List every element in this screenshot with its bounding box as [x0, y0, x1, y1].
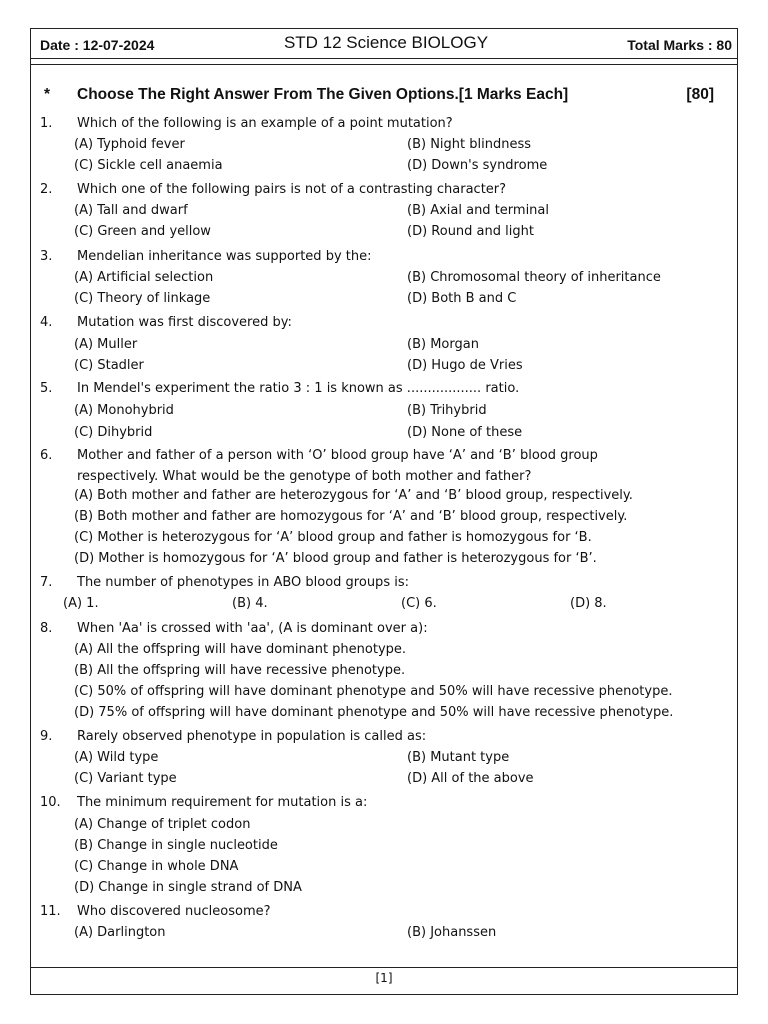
- header-divider-bottom: [30, 64, 738, 65]
- exam-date: Date : 12-07-2024: [40, 37, 155, 53]
- question-stem: Who discovered nucleosome?: [77, 904, 271, 919]
- option-a: (A) Change of triplet codon: [74, 817, 251, 832]
- option-b: (B) Night blindness: [407, 137, 532, 152]
- page-number: [1]: [375, 971, 393, 985]
- option-b: (B) Chromosomal theory of inheritance: [407, 270, 661, 285]
- option-d: (D) Down's syndrome: [407, 158, 548, 173]
- option-c: (C) Stadler: [74, 358, 144, 373]
- option-c: (C) 6.: [401, 596, 437, 611]
- option-b: (B) Morgan: [407, 337, 479, 352]
- option-a: (A) Typhoid fever: [74, 137, 185, 152]
- option-a: (A) 1.: [63, 596, 99, 611]
- option-c: (C) 50% of offspring will have dominant phenotype and 50% will have recessive phenotype.: [74, 684, 673, 699]
- option-c: (C) Theory of linkage: [74, 291, 211, 306]
- section-instruction: Choose The Right Answer From The Given Options.[1 Marks Each]: [77, 86, 569, 103]
- option-b: (B) 4.: [232, 596, 268, 611]
- option-a: (A) Both mother and father are heterozygous for ‘A’ and ‘B’ blood group, respectively.: [74, 488, 633, 503]
- header-divider-top: [30, 58, 738, 59]
- option-b: (B) Change in single nucleotide: [74, 838, 278, 853]
- section-marks: [80]: [686, 86, 714, 103]
- question-stem: Mutation was first discovered by:: [77, 315, 292, 330]
- option-d: (D) Round and light: [407, 224, 534, 239]
- option-d: (D) Hugo de Vries: [407, 358, 523, 373]
- option-d: (D) None of these: [407, 425, 523, 440]
- option-a: (A) Monohybrid: [74, 403, 174, 418]
- option-a: (A) Darlington: [74, 925, 166, 940]
- question-stem: The minimum requirement for mutation is a:: [77, 795, 368, 810]
- option-b: (B) All the offspring will have recessive phenotype.: [74, 663, 406, 678]
- question-stem: Mendelian inheritance was supported by the:: [77, 249, 372, 264]
- option-a: (A) All the offspring will have dominant phenotype.: [74, 642, 407, 657]
- question-number: 2.: [40, 182, 53, 197]
- section-heading: [44, 86, 714, 108]
- page-title: STD 12 Science BIOLOGY: [283, 33, 489, 52]
- option-a: (A) Wild type: [74, 750, 159, 765]
- option-b: (B) Trihybrid: [407, 403, 487, 418]
- option-c: (C) Green and yellow: [74, 224, 211, 239]
- question-number: 1.: [40, 116, 53, 131]
- question-6: [40, 445, 720, 487]
- option-b: (B) Both mother and father are homozygous for ‘A’ and ‘B’ blood group, respectively.: [74, 509, 628, 524]
- question-number: 9.: [40, 729, 53, 744]
- option-b: (B) Johanssen: [407, 925, 497, 940]
- footer-divider: [30, 967, 738, 968]
- option-d: (D) Mother is homozygous for ‘A’ blood group and father is heterozygous for ‘B’.: [74, 551, 597, 566]
- question-number: 5.: [40, 381, 53, 396]
- question-stem: In Mendel's experiment the ratio 3 : 1 is known as .................. ratio.: [77, 381, 520, 396]
- question-stem: The number of phenotypes in ABO blood groups is:: [77, 575, 409, 590]
- option-d: (D) Change in single strand of DNA: [74, 880, 302, 895]
- question-number: 3.: [40, 249, 53, 264]
- option-a: (A) Muller: [74, 337, 138, 352]
- question-number: 8.: [40, 621, 53, 636]
- question-stem: Rarely observed phenotype in population is called as:: [77, 729, 427, 744]
- option-d: (D) 8.: [570, 596, 607, 611]
- question-number: 6.: [40, 448, 53, 463]
- option-a: (A) Artificial selection: [74, 270, 214, 285]
- section-star: *: [44, 86, 51, 103]
- question-number: 7.: [40, 575, 53, 590]
- option-c: (C) Dihybrid: [74, 425, 153, 440]
- option-d: (D) 75% of offspring will have dominant phenotype and 50% will have recessive phenotype.: [74, 705, 674, 720]
- option-c: (C) Change in whole DNA: [74, 859, 239, 874]
- question-stem: Which of the following is an example of a point mutation?: [77, 116, 453, 131]
- option-c: (C) Sickle cell anaemia: [74, 158, 223, 173]
- option-d: (D) All of the above: [407, 771, 534, 786]
- option-b: (B) Axial and terminal: [407, 203, 549, 218]
- question-number: 11.: [40, 904, 61, 919]
- option-c: (C) Mother is heterozygous for ‘A’ blood group and father is homozygous for ‘B.: [74, 530, 592, 545]
- total-marks: Total Marks : 80: [627, 37, 732, 53]
- option-b: (B) Mutant type: [407, 750, 510, 765]
- option-a: (A) Tall and dwarf: [74, 203, 188, 218]
- question-stem: When 'Aa' is crossed with 'aa', (A is dominant over a):: [77, 621, 428, 636]
- header: [40, 33, 732, 57]
- question-stem: Mother and father of a person with ‘O’ blood group have ‘A’ and ‘B’ blood group respectively. What would be the genotype of both mother and father?: [77, 448, 598, 484]
- question-number: 10.: [40, 795, 61, 810]
- question-stem: Which one of the following pairs is not of a contrasting character?: [77, 182, 507, 197]
- option-d: (D) Both B and C: [407, 291, 517, 306]
- option-c: (C) Variant type: [74, 771, 177, 786]
- question-number: 4.: [40, 315, 53, 330]
